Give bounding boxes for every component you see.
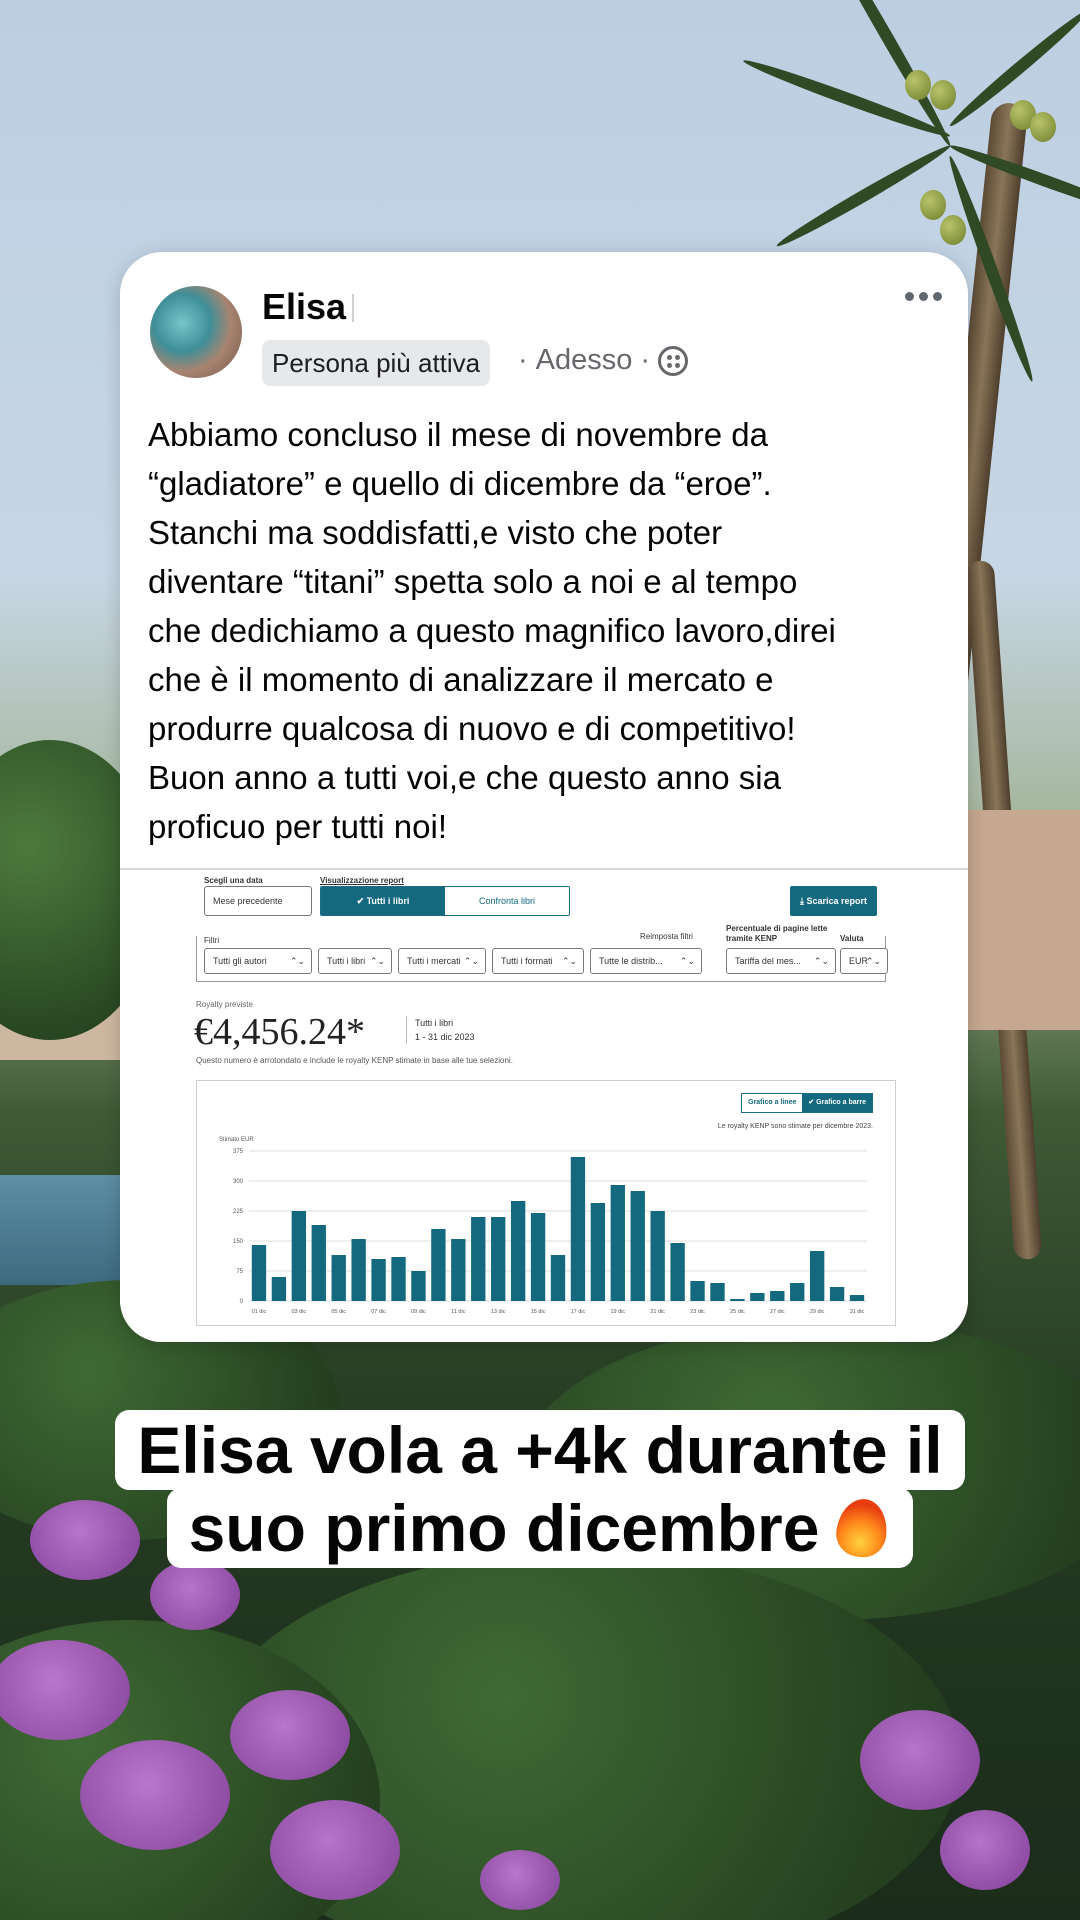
x-tick-label: 11 dic <box>451 1309 466 1315</box>
royalty-label: Royalty previste <box>196 1000 253 1009</box>
bar-23-dic[interactable] <box>690 1281 704 1301</box>
post-card <box>120 252 968 1342</box>
filters-label: Filtri <box>204 936 220 945</box>
download-report-button[interactable]: ⤓ Scarica report <box>790 886 877 916</box>
post-meta <box>518 344 688 377</box>
x-tick-label: 23 dic <box>690 1309 705 1315</box>
x-tick-label: 15 dic <box>530 1309 546 1315</box>
y-tick-label: 75 <box>236 1269 243 1275</box>
x-tick-label: 09 dic <box>411 1309 426 1315</box>
filter-distribution-value: Tutte le distrib... <box>599 956 663 966</box>
post-text: Abbiamo concluso il mese di novembre da “gladiatore” e quello di dicembre da “eroe”. Stanchi ma soddisfatti,e visto che poter diventare “titani” spetta solo a noi e al tempo che dedichiamo a questo magnifico lavoro,direi che è il momento di analizzare il mercato e produrre qualcosa di nuovo e di competitivo! Buon anno a tutti voi,e che questo anno sia proficuo per tutti noi! <box>148 416 836 845</box>
name-divider <box>352 294 354 322</box>
x-tick-label: 01 dic <box>251 1309 267 1315</box>
bar-20-dic[interactable] <box>631 1191 645 1301</box>
x-tick-label: 05 dic <box>331 1309 347 1315</box>
bar-02-dic[interactable] <box>272 1277 286 1301</box>
royalty-scope-books: Tutti i libri <box>415 1018 454 1028</box>
bar-22-dic[interactable] <box>670 1243 684 1301</box>
bar-06-dic[interactable] <box>351 1239 365 1301</box>
x-tick-label: 19 dic <box>610 1309 626 1315</box>
x-tick-label: 29 dic <box>809 1309 825 1315</box>
post-time[interactable]: Adesso <box>535 344 633 376</box>
bar-26-dic[interactable] <box>750 1293 764 1301</box>
x-tick-label: 13 dic <box>490 1309 506 1315</box>
meta-separator: · <box>518 344 528 376</box>
bar-24-dic[interactable] <box>710 1283 724 1301</box>
y-tick-label: 375 <box>232 1149 243 1155</box>
bar-05-dic[interactable] <box>332 1255 346 1301</box>
x-tick-label: 03 dic <box>291 1309 307 1315</box>
reset-filters-link[interactable]: Reimposta filtri <box>640 932 693 941</box>
filter-formats-value: Tutti i formati <box>501 956 553 966</box>
date-select[interactable] <box>204 886 312 916</box>
meta-separator-2: · <box>640 344 651 376</box>
caption-text-1: Elisa vola a +4k durante il <box>137 1413 943 1487</box>
filter-markets[interactable]: Tutti i mercati ⌃⌄ <box>398 948 486 974</box>
filter-authors[interactable]: Tutti gli autori ⌃⌄ <box>204 948 312 974</box>
bar-18-dic[interactable] <box>591 1203 605 1301</box>
filter-markets-value: Tutti i mercati <box>407 956 461 966</box>
kenp-label: Percentuale di pagine lette <box>726 924 828 933</box>
y-tick-label: 300 <box>232 1179 243 1185</box>
line-chart-tab[interactable]: Grafico a linee <box>748 1099 797 1106</box>
bar-17-dic[interactable] <box>571 1157 585 1301</box>
bar-04-dic[interactable] <box>312 1225 326 1301</box>
author-avatar[interactable] <box>150 286 242 378</box>
caption-line-2 <box>167 1488 914 1568</box>
bar-08-dic[interactable] <box>391 1257 405 1301</box>
filter-distribution[interactable]: Tutte le distrib... ⌃⌄ <box>590 948 702 974</box>
bar-12-dic[interactable] <box>471 1217 485 1301</box>
royalty-note: Questo numero è arrotondato e include le royalty KENP stimate in base alle tue selezioni. <box>196 1056 513 1065</box>
y-tick-label: 150 <box>232 1239 243 1245</box>
y-tick-label: 0 <box>239 1299 243 1305</box>
globe-icon <box>658 346 688 376</box>
x-tick-label: 31 dic <box>849 1309 865 1315</box>
view-label: Visualizzazione report <box>320 876 404 885</box>
x-tick-label: 07 dic <box>371 1309 386 1315</box>
royalty-value: €4,456.24* <box>194 1011 365 1053</box>
bar-25-dic[interactable] <box>730 1299 744 1301</box>
royalty-chart <box>196 1080 896 1326</box>
y-axis-label: Stimato EUR <box>219 1137 254 1143</box>
caption-text-2: suo primo dicembre <box>188 1491 820 1565</box>
bar-29-dic[interactable] <box>810 1251 824 1301</box>
bar-19-dic[interactable] <box>611 1185 625 1301</box>
bar-09-dic[interactable] <box>411 1271 425 1301</box>
bar-07-dic[interactable] <box>371 1259 385 1301</box>
kenp-rate-select[interactable]: Tariffa del mes... ⌃⌄ <box>726 948 836 974</box>
report-screenshot[interactable] <box>120 868 968 1342</box>
bar-14-dic[interactable] <box>511 1201 525 1301</box>
bar-28-dic[interactable] <box>790 1283 804 1301</box>
y-tick-label: 225 <box>232 1209 243 1215</box>
bar-01-dic[interactable] <box>252 1245 266 1301</box>
bar-16-dic[interactable] <box>551 1255 565 1301</box>
bar-27-dic[interactable] <box>770 1291 784 1301</box>
x-tick-label: 25 dic <box>730 1309 745 1315</box>
bar-chart-svg <box>197 1133 897 1327</box>
date-value: Mese precedente <box>213 896 283 906</box>
bar-21-dic[interactable] <box>651 1211 665 1301</box>
bar-10-dic[interactable] <box>431 1229 445 1301</box>
kenp-note: Le royalty KENP sono stimate per dicembre 2023. <box>717 1123 873 1130</box>
filter-books[interactable]: Tutti i libri ⌃⌄ <box>318 948 392 974</box>
x-tick-label: 27 dic <box>769 1309 785 1315</box>
view-toggle[interactable] <box>320 886 570 916</box>
filter-books-value: Tutti i libri <box>327 956 366 966</box>
bar-30-dic[interactable] <box>830 1287 844 1301</box>
x-tick-label: 17 dic <box>570 1309 586 1315</box>
caption-line-1 <box>115 1410 964 1490</box>
bar-15-dic[interactable] <box>531 1213 545 1301</box>
royalty-period: 1 - 31 dic 2023 <box>415 1032 475 1042</box>
x-tick-label: 21 dic <box>650 1309 666 1315</box>
chart-type-toggle[interactable] <box>741 1093 873 1113</box>
top-fan-badge[interactable]: Persona più attiva <box>262 340 490 386</box>
view-compare-tab[interactable]: Confronta libri <box>445 887 569 915</box>
kenp-label-2: tramite KENP <box>726 934 778 943</box>
more-options-icon[interactable] <box>905 292 942 301</box>
caption <box>0 1410 1080 1568</box>
author-name[interactable]: Elisa <box>262 286 347 327</box>
currency-value: EUR <box>849 956 869 966</box>
bar-11-dic[interactable] <box>451 1239 465 1301</box>
filter-authors-value: Tutti gli autori <box>213 956 267 966</box>
fire-icon <box>833 1493 891 1559</box>
date-label: Scegli una data <box>204 876 263 885</box>
currency-select[interactable]: EUR ⌃⌄ <box>840 948 888 974</box>
view-all-tab[interactable]: ✔ Tutti i libri <box>321 887 445 915</box>
royalty-scope <box>406 1016 475 1044</box>
filter-formats[interactable]: Tutti i formati ⌃⌄ <box>492 948 584 974</box>
kenp-rate-value: Tariffa del mes... <box>735 956 801 966</box>
bar-13-dic[interactable] <box>491 1217 505 1301</box>
currency-label: Valuta <box>840 934 864 943</box>
bar-chart-tab[interactable]: ✔ Grafico a barre <box>802 1094 872 1112</box>
bar-03-dic[interactable] <box>292 1211 306 1301</box>
bar-31-dic[interactable] <box>850 1295 864 1301</box>
